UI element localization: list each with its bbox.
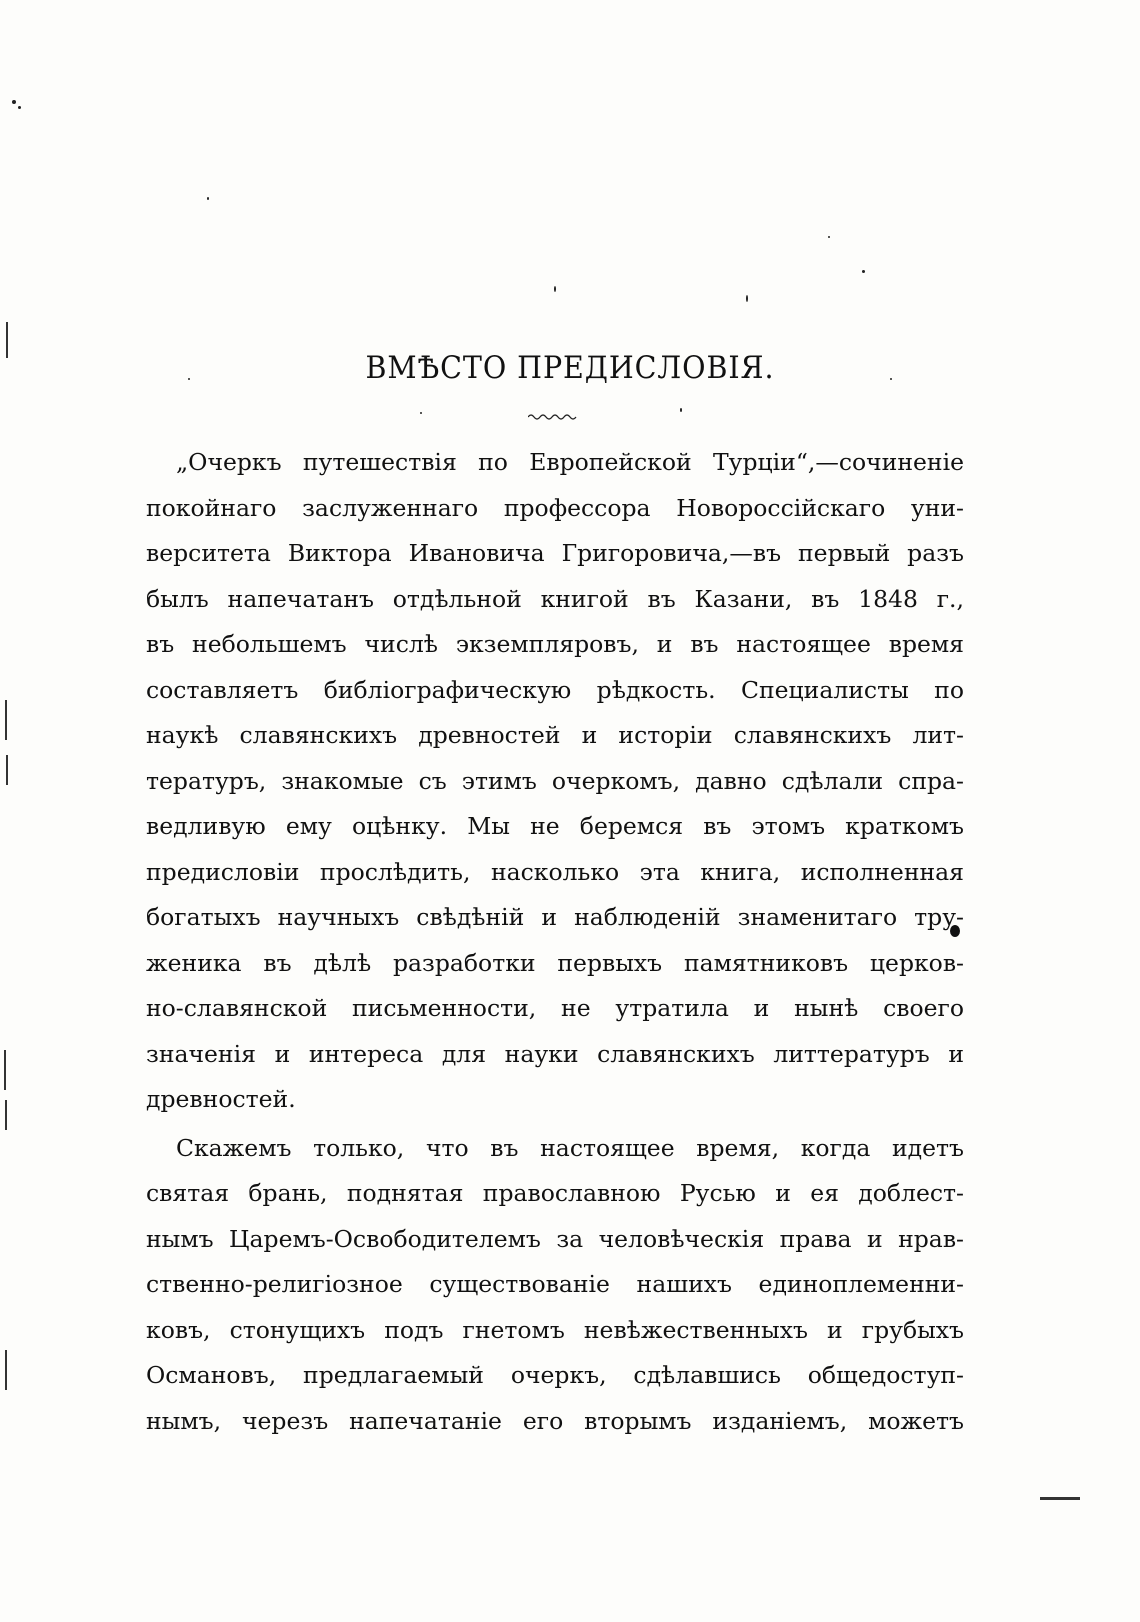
text-line: составляетъ библіографическую рѣдкость. Специалисты по — [146, 675, 964, 704]
scan-speck — [680, 408, 682, 412]
paragraph — [146, 1126, 964, 1445]
scan-speck — [554, 286, 556, 292]
paragraph — [146, 440, 964, 1123]
text-line: богатыхъ научныхъ свѣдѣній и наблюденій знаменитаго тру- — [146, 903, 964, 931]
text-line: ковъ, стонущихъ подъ гнетомъ невѣжественныхъ и грубыхъ — [146, 1315, 964, 1344]
margin-mark — [5, 700, 7, 740]
text-line: покойнаго заслуженнаго профессора Новороссійскаго уни- — [146, 493, 964, 522]
text-line: женика въ дѣлѣ разработки первыхъ памятниковъ церков- — [146, 948, 964, 977]
body-text — [146, 440, 964, 1444]
margin-mark — [5, 1350, 7, 1390]
margin-mark — [5, 1100, 7, 1130]
text-line: нымъ Царемъ-Освободителемъ за человѣческія права и нрав- — [146, 1224, 964, 1253]
margin-mark — [1040, 1497, 1080, 1500]
text-line: древностей. — [146, 1085, 296, 1113]
text-line: Османовъ, предлагаемый очеркъ, сдѣлавшись общедоступ- — [146, 1361, 964, 1389]
text-line: ственно-религіозное существованіе нашихъ единоплеменни- — [146, 1270, 964, 1298]
scan-speck — [746, 295, 748, 302]
text-line: ведливую ему оцѣнку. Мы не беремся въ этомъ краткомъ — [146, 812, 964, 840]
text-line: святая брань, поднятая православною Русью и ея доблест- — [146, 1179, 964, 1207]
page-heading: ВМѢСТО ПРЕДИСЛОВІЯ. — [365, 350, 775, 386]
text-line: Скажемъ только, что въ настоящее время, когда идетъ — [176, 1133, 964, 1162]
text-line: наукѣ славянскихъ древностей и исторіи славянскихъ лит- — [146, 721, 964, 749]
scan-speck — [420, 412, 422, 414]
margin-mark — [6, 322, 8, 358]
scan-speck — [828, 236, 830, 238]
text-line: въ небольшемъ числѣ экземпляровъ, и въ настоящее время — [146, 630, 964, 658]
scan-speck — [862, 270, 865, 273]
scan-speck — [207, 197, 209, 200]
text-line: предисловіи прослѣдить, насколько эта книга, исполненная — [146, 857, 964, 886]
text-line: нымъ, черезъ напечатаніе его вторымъ изданіемъ, можетъ — [146, 1406, 964, 1435]
scan-speck — [18, 106, 21, 109]
margin-mark — [4, 1050, 6, 1090]
text-line: тературъ, знакомые съ этимъ очеркомъ, давно сдѣлали спра- — [146, 766, 964, 795]
text-line: но-славянской письменности, не утратила и нынѣ своего — [146, 994, 964, 1022]
text-line: значенія и интереса для науки славянскихъ литтературъ и — [146, 1039, 964, 1068]
text-line: „Очеркъ путешествія по Европейской Турціи“,—сочиненіе — [176, 448, 964, 476]
text-line: верситета Виктора Ивановича Григоровича,—въ первый разъ — [146, 539, 964, 567]
ornamental-rule — [528, 412, 578, 420]
margin-mark — [6, 755, 8, 785]
text-line: былъ напечатанъ отдѣльной книгой въ Казани, въ 1848 г., — [146, 584, 964, 613]
scan-speck — [12, 100, 16, 104]
